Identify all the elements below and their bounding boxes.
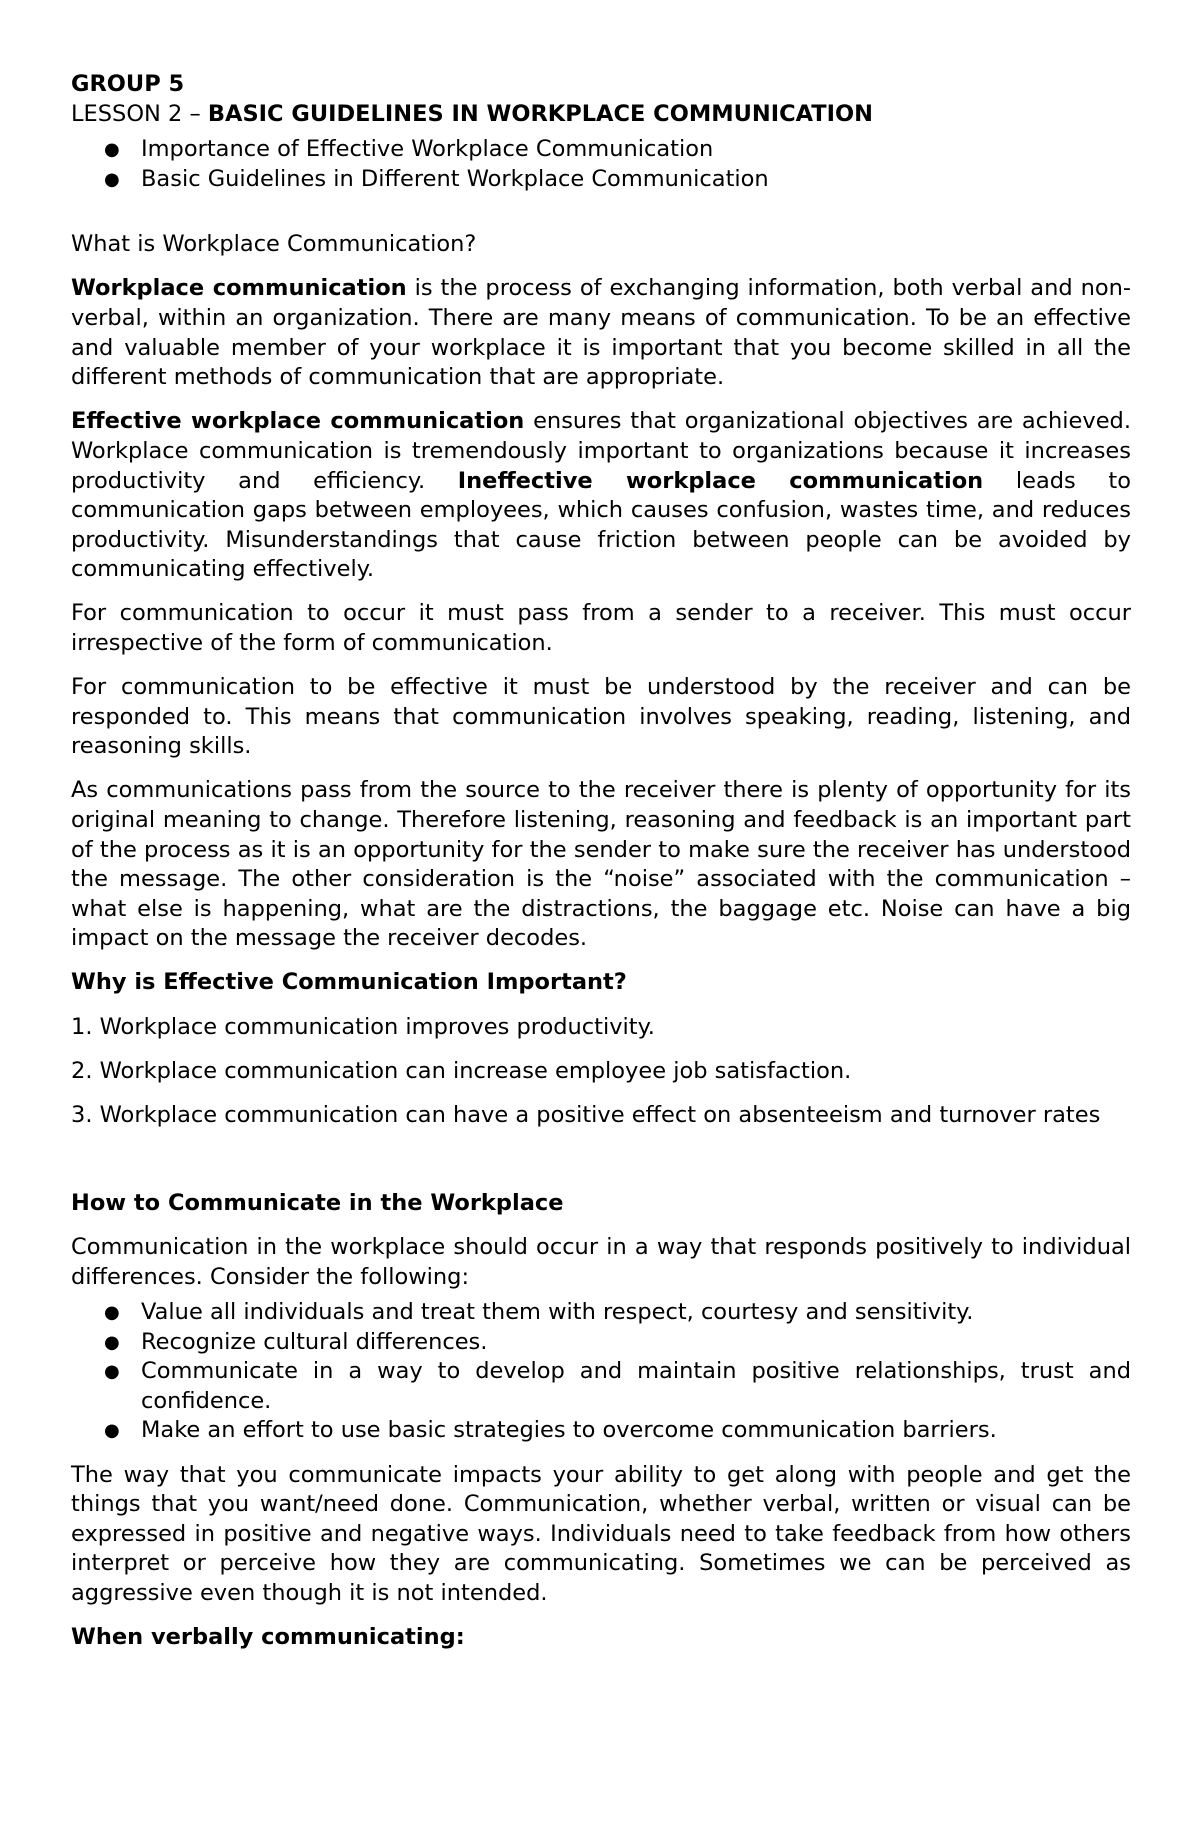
- paragraph-noise: As communications pass from the source to the receiver there is plenty of opportunity for its original meaning to change. Therefore listening, reasoning and feedback is an important part of the process as it is an opportunity for the sender to make sure the receiver has understood the message. The other consideration is the “noise” associated with the communication – what else is happening, what are the distractions, the baggage etc. Noise can have a big impact on the message the receiver decodes.: [71, 777, 1131, 952]
- bullet-icon: ●: [104, 139, 120, 161]
- bullet-icon: ●: [104, 1302, 120, 1324]
- lesson-title: [71, 100, 1131, 130]
- lesson-name: BASIC GUIDELINES IN WORKPLACE COMMUNICATION: [207, 100, 873, 127]
- paragraph-impact: The way that you communicate impacts your ability to get along with people and get the things that you want/need done. Communication, whether verbal, written or visual can be expressed in positive and negative ways. Individuals need to take feedback from how others interpret or perceive how they are communicating. Sometimes we can be perceived as aggressive even though it is not intended.: [71, 1461, 1131, 1606]
- topic-list: [71, 135, 1131, 194]
- why-heading: Why is Effective Communication Important?: [71, 969, 627, 996]
- why-item: 3. Workplace communication can have a positive effect on absenteeism and turnover rates: [71, 1101, 1101, 1128]
- how-intro: Communication in the workplace should occur in a way that responds positively to individual differences. Consider the following:: [71, 1233, 1131, 1290]
- bullet-icon: ●: [104, 1331, 120, 1353]
- list-item: ● Importance of Effective Workplace Communication: [71, 135, 1131, 165]
- bullet-icon: ●: [104, 1361, 120, 1383]
- why-item: 2. Workplace communication can increase employee job satisfaction.: [71, 1057, 852, 1084]
- list-item: ● Basic Guidelines in Different Workplace Communication: [71, 165, 1131, 195]
- verbal-heading: When verbally communicating:: [71, 1624, 465, 1651]
- bullet-icon: ●: [104, 168, 120, 190]
- paragraph-understood: For communication to be effective it must be understood by the receiver and can be responded to. This means that communication involves speaking, reading, listening, and reasoning skills.: [71, 674, 1131, 760]
- document-page: [71, 70, 1131, 1667]
- list-item: ● Recognize cultural differences.: [71, 1328, 1131, 1358]
- why-item: 1. Workplace communication improves productivity.: [71, 1013, 655, 1040]
- paragraph-sender-receiver: For communication to occur it must pass from a sender to a receiver. This must occur irrespective of the form of communication.: [71, 600, 1131, 656]
- intro-question: What is Workplace Communication?: [71, 231, 477, 258]
- list-item: ● Communicate in a way to develop and maintain positive relationships, trust and confidence.: [104, 1358, 1131, 1414]
- bullet-icon: ●: [104, 1420, 120, 1442]
- how-heading: How to Communicate in the Workplace: [71, 1189, 564, 1216]
- group-title: GROUP 5: [71, 71, 185, 97]
- lesson-prefix: LESSON 2 –: [71, 100, 208, 127]
- paragraph-definition: Workplace communication is the process of exchanging information, both verbal and non-verbal, within an organization. There are many means of communication. To be an effective and valuable member of your workplace it is important that you become skilled in all the different methods of communication that are appropriate.: [71, 275, 1131, 391]
- how-list: [71, 1298, 1131, 1446]
- paragraph-effective: Effective workplace communication ensures that organizational objectives are achieved. Workplace communication is tremendously important to organizations because it increases productivity and efficiency. Ineffective workplace communication leads to communication gaps between employees, which causes confusion, wastes time, and reduces productivity. Misunderstandings that cause friction between people can be avoided by communicating effectively.: [71, 408, 1131, 583]
- list-item: ● Make an effort to use basic strategies to overcome communication barriers.: [71, 1416, 1131, 1446]
- list-item: ● Value all individuals and treat them with respect, courtesy and sensitivity.: [71, 1298, 1131, 1328]
